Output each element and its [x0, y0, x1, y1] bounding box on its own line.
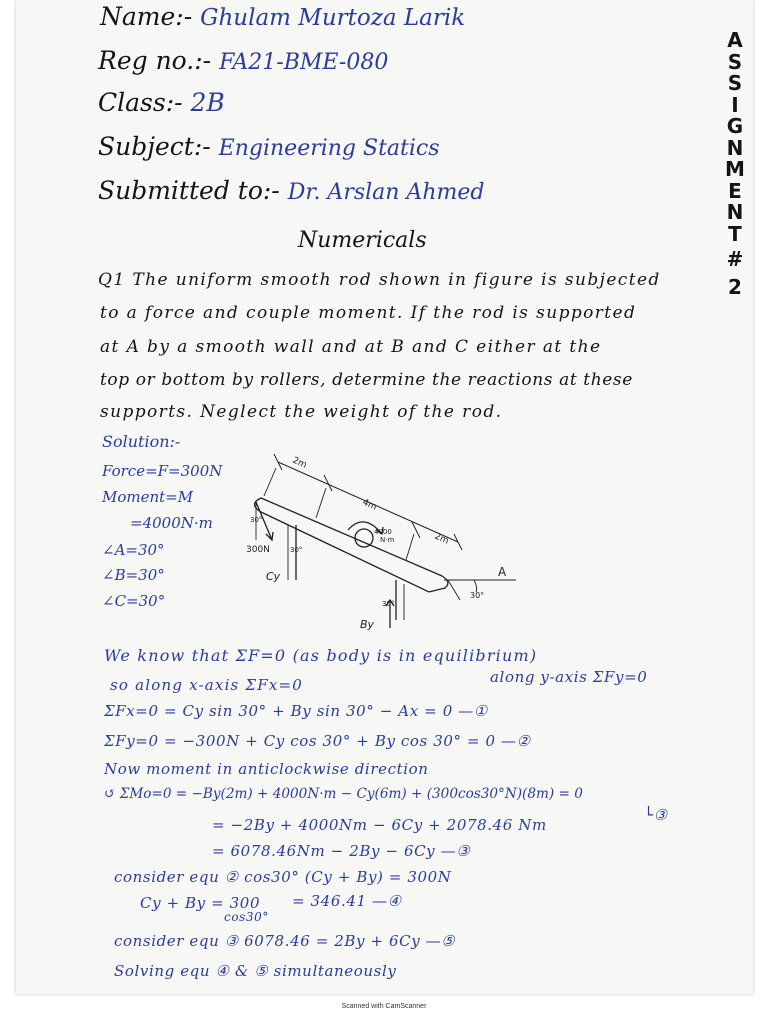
- question-text: The uniform smooth rod shown in figure is subjected: [132, 270, 661, 290]
- label-cy: Cy: [266, 570, 281, 583]
- reg-value: FA21-BME-080: [219, 50, 389, 75]
- question-line-2: to a force and couple moment. If the rod is supported: [100, 303, 637, 323]
- assignment-vertical-title: [723, 30, 747, 298]
- class-value: 2B: [190, 88, 225, 117]
- name-value: Ghulam Murtoza Larik: [200, 5, 466, 31]
- equation-line-5: Now moment in anticlockwise direction: [104, 760, 429, 778]
- section-title: Numericals: [298, 228, 427, 253]
- equation-line-8: = 6078.46Nm − 2By − 6Cy —③: [212, 842, 471, 860]
- side-letter: 2: [728, 274, 742, 299]
- subject-line: [98, 132, 440, 161]
- submitted-value: Dr. Arslan Ahmed: [287, 180, 485, 205]
- reg-line: [98, 46, 388, 75]
- given-force: Force=F=300N: [102, 462, 223, 480]
- scanner-footer: Scanned with CamScanner: [341, 1003, 427, 1010]
- dim-2m-left: 2m: [290, 455, 309, 471]
- dim-4m: 4m: [360, 497, 379, 513]
- c-angle: 30°: [290, 546, 303, 554]
- given-moment: Moment=M: [102, 488, 194, 506]
- side-letter: A: [727, 28, 743, 52]
- side-letter: S: [727, 71, 743, 95]
- side-letter: E: [728, 178, 742, 203]
- equation-line-2: so along x-axis ΣFx=0: [110, 676, 304, 694]
- side-letter: N: [726, 135, 744, 160]
- equation-line-12: Solving equ ④ & ⑤ simultaneously: [114, 962, 397, 980]
- b-angle: 30°: [382, 600, 395, 608]
- equation-line-10-num: Cy + By = 300: [140, 894, 261, 912]
- name-label: Name:-: [100, 2, 193, 31]
- equation-line-6: ↺ ΣMo=0 = −By(2m) + 4000N·m − Cy(6m) + (300cos30°N)(8m) = 0: [104, 786, 583, 802]
- moment-value: 4000: [374, 528, 392, 536]
- a-angle: 30°: [470, 591, 485, 600]
- question-line-1: [98, 270, 661, 290]
- equation-line-3: ΣFx=0 = Cy sin 30° + By sin 30° − Ax = 0 —①: [104, 702, 488, 720]
- force-angle: 30°: [250, 516, 263, 524]
- equation-line-4: ΣFy=0 = −300N + Cy cos 30° + By cos 30° = 0 —②: [104, 732, 531, 750]
- rod: [255, 498, 451, 592]
- given-angle-c: ∠C=30°: [102, 592, 166, 610]
- given-moment-value: =4000N·m: [130, 514, 213, 532]
- name-line: [100, 2, 465, 31]
- side-letter: I: [731, 92, 739, 117]
- question-line-4: top or bottom by rollers, determine the reactions at these: [100, 370, 633, 390]
- equation-line-2b: along y-axis ΣFy=0: [490, 668, 648, 686]
- label-by: By: [360, 618, 375, 631]
- submitted-line: [98, 176, 484, 205]
- side-letter: G: [726, 114, 744, 138]
- handwritten-page: [16, 0, 753, 994]
- side-letter: #: [726, 247, 744, 271]
- side-letter: T: [728, 221, 742, 246]
- question-line-3: at A by a smooth wall and at B and C either at the: [100, 337, 602, 357]
- question-number: Q1: [98, 270, 126, 290]
- equation-line-11: consider equ ③ 6078.46 = 2By + 6Cy —⑤: [114, 932, 456, 950]
- solution-heading: Solution:-: [102, 432, 181, 451]
- given-angle-a: ∠A=30°: [102, 541, 165, 559]
- given-angle-b: ∠B=30°: [102, 566, 165, 584]
- equation-line-9: consider equ ② cos30° (Cy + By) = 300N: [114, 868, 452, 886]
- reg-label: Reg no.:-: [98, 46, 212, 75]
- side-letter: N: [726, 200, 744, 224]
- force-label: 300N: [246, 545, 270, 555]
- equation-line-10-den: cos30°: [224, 910, 269, 924]
- side-letter: M: [725, 157, 745, 181]
- class-line: [98, 88, 225, 117]
- side-letter: S: [727, 49, 743, 74]
- submitted-label: Submitted to:-: [98, 176, 280, 205]
- subject-value: Engineering Statics: [218, 136, 440, 161]
- equation-line-6b: └③: [644, 806, 668, 824]
- equation-line-7: = −2By + 4000Nm − 6Cy + 2078.46 Nm: [212, 816, 547, 834]
- subject-label: Subject:-: [98, 132, 211, 161]
- label-a: A: [498, 565, 507, 579]
- moment-unit: N·m: [380, 536, 395, 544]
- question-line-5: supports. Neglect the weight of the rod.: [100, 402, 503, 422]
- rod-figure: [216, 442, 526, 634]
- equation-line-10-rhs: = 346.41 —④: [292, 892, 402, 910]
- equation-line-1: We know that ΣF=0 (as body is in equilibrium): [104, 646, 538, 665]
- dim-2m-right: 2m: [432, 531, 451, 547]
- class-label: Class:-: [98, 88, 183, 117]
